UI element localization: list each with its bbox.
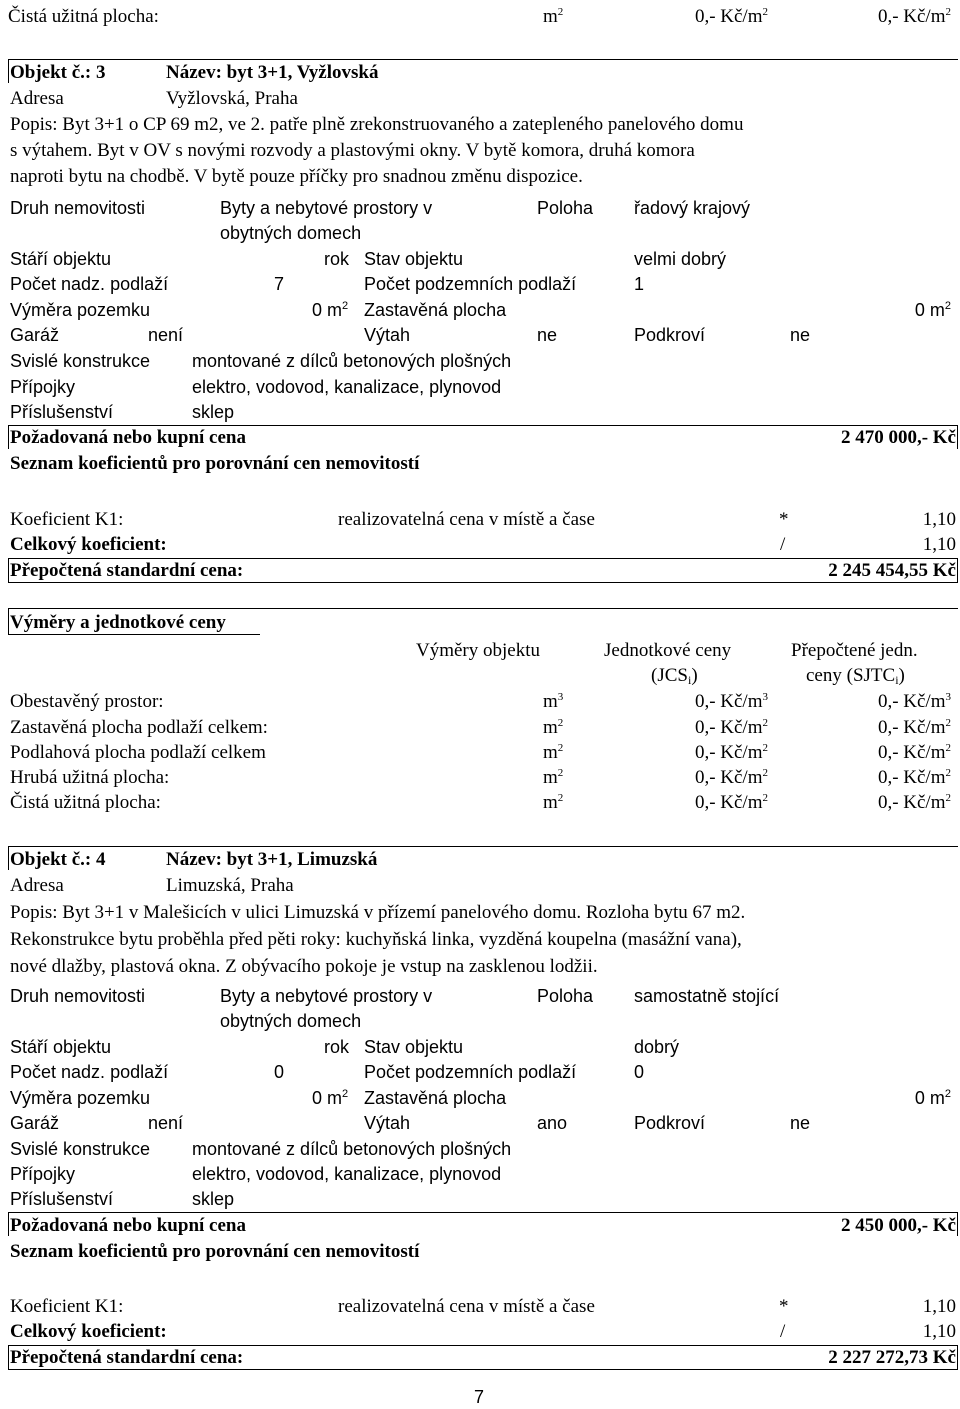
col-header-unit-price: Jednotkové ceny xyxy=(604,640,732,661)
std-price-value: 2 245 454,55 Kč xyxy=(828,560,956,581)
connections-value: elektro, vodovod, kanalizace, plynovod xyxy=(192,377,502,397)
row-label: Zastavěná plocha podlaží celkem: xyxy=(10,717,268,738)
property-type-label: Druh nemovitosti xyxy=(10,198,146,218)
row-sjtc: 0,- $Kč/m^2$ xyxy=(877,792,951,813)
property-type-value: Byty a nebytové prostory v xyxy=(220,986,433,1006)
structure-value: montované z dílců betonových plošných xyxy=(192,1139,512,1159)
description-line: Popis: Byt 3+1 o CP 69 m2, ve 2. patře plně zrekonstruovaného a zatepleného panelového domu xyxy=(10,114,744,135)
price-rule-left xyxy=(8,1212,9,1236)
col-header-recalc-2: ceny $(SJTC_i)$ xyxy=(806,665,905,687)
price-rule xyxy=(8,1212,958,1213)
floors-below-value: 1 xyxy=(634,274,645,294)
row-unit: $m^2$ xyxy=(543,792,564,813)
location-value: řadový krajový xyxy=(634,198,751,218)
land-area-label: Výměra pozemku xyxy=(10,300,151,320)
floors-above-value: 0 xyxy=(274,1062,285,1082)
condition-value: velmi dobrý xyxy=(634,249,727,269)
connections-label: Přípojky xyxy=(10,1164,76,1184)
garage-value: není xyxy=(148,1113,184,1133)
object-name: Název: byt 3+1, Limuzská xyxy=(166,849,378,870)
row-sjtc: 0,- $Kč/m^2$ xyxy=(877,717,951,738)
areas-rule xyxy=(8,608,958,609)
price-rule-right xyxy=(957,1212,958,1236)
accessories-value: sklep xyxy=(192,1189,235,1209)
areas-rule-left xyxy=(8,608,9,634)
floors-above-label: Počet nadz. podlaží xyxy=(10,1062,169,1082)
area-jcs: 0,- $Kč/m^2$ xyxy=(694,6,768,27)
page-number: 7 xyxy=(474,1387,485,1407)
address-label: Adresa xyxy=(10,875,64,896)
accessories-label: Příslušenství xyxy=(10,402,114,422)
row-label: Podlahová plocha podlaží celkem xyxy=(10,742,266,763)
attic-label: Podkroví xyxy=(634,1113,706,1133)
k1-operator: * xyxy=(779,509,789,530)
elevator-value: ano xyxy=(537,1113,568,1133)
row-jcs: 0,- $Kč/m^2$ xyxy=(694,792,768,813)
price-rule-right xyxy=(957,425,958,449)
std-price-rule-left xyxy=(8,1345,9,1369)
condition-value: dobrý xyxy=(634,1037,680,1057)
std-price-rule-right xyxy=(957,1345,958,1369)
row-sjtc: 0,- $Kč/m^2$ xyxy=(877,742,951,763)
elevator-value: ne xyxy=(537,325,558,345)
age-label: Stáří objektu xyxy=(10,249,112,269)
std-price-rule-left xyxy=(8,558,9,582)
row-sjtc: 0,- $Kč/m^3$ xyxy=(877,691,951,712)
std-price-label: Přepočtená standardní cena: xyxy=(10,1347,244,1368)
row-jcs: 0,- $Kč/m^3$ xyxy=(694,691,768,712)
total-coef-label: Celkový koeficient: xyxy=(10,534,167,555)
area-unit: $m^2$ xyxy=(543,6,564,27)
condition-label: Stav objektu xyxy=(364,249,464,269)
row-sjtc: 0,- $Kč/m^2$ xyxy=(877,767,951,788)
property-type-value: Byty a nebytové prostory v xyxy=(220,198,433,218)
row-label: Hrubá užitná plocha: xyxy=(10,767,170,788)
asking-price-label: Požadovaná nebo kupní cena xyxy=(10,1215,246,1236)
connections-label: Přípojky xyxy=(10,377,76,397)
k1-description: realizovatelná cena v místě a čase xyxy=(338,509,595,530)
asking-price-value: 2 470 000,- Kč xyxy=(840,427,956,448)
floors-below-value: 0 xyxy=(634,1062,645,1082)
property-type-value-2: obytných domech xyxy=(220,1011,362,1031)
attic-label: Podkroví xyxy=(634,325,706,345)
structure-label: Svislé konstrukce xyxy=(10,351,151,371)
description-line: s výtahem. Byt v OV s novými rozvody a plastovými okny. V bytě komora, druhá komora xyxy=(10,140,695,161)
areas-title: Výměry a jednotkové ceny xyxy=(10,612,226,633)
built-area-value: 0 $m^2$ xyxy=(914,1088,951,1108)
price-rule xyxy=(8,425,958,426)
garage-label: Garáž xyxy=(10,325,60,345)
coefficients-heading: Seznam koeficientů pro porovnání cen nemovitostí xyxy=(10,1241,420,1262)
floors-above-value: 7 xyxy=(274,274,285,294)
age-unit: rok xyxy=(324,249,350,269)
std-price-rule xyxy=(8,558,958,559)
land-area-value: 0 $m^2$ xyxy=(312,300,349,320)
floors-below-label: Počet podzemních podlaží xyxy=(364,274,577,294)
attic-value: ne xyxy=(790,325,811,345)
std-price-value: 2 227 272,73 Kč xyxy=(828,1347,956,1368)
address-value: Vyžlovská, Praha xyxy=(166,88,298,109)
k1-label: Koeficient K1: xyxy=(10,1296,124,1317)
built-area-label: Zastavěná plocha xyxy=(364,1088,507,1108)
std-price-rule-bottom xyxy=(8,1369,958,1370)
std-price-rule-bottom xyxy=(8,582,958,583)
coefficients-heading: Seznam koeficientů pro porovnání cen nemovitostí xyxy=(10,453,420,474)
total-coef-operator: / xyxy=(780,1321,786,1342)
accessories-label: Příslušenství xyxy=(10,1189,114,1209)
section-rule xyxy=(8,59,958,60)
built-area-label: Zastavěná plocha xyxy=(364,300,507,320)
asking-price-label: Požadovaná nebo kupní cena xyxy=(10,427,246,448)
structure-value: montované z dílců betonových plošných xyxy=(192,351,512,371)
col-header-areas: Výměry objektu xyxy=(416,640,541,661)
total-coef-operator: / xyxy=(780,534,786,555)
asking-price-value: 2 450 000,- Kč xyxy=(840,1215,956,1236)
structure-label: Svislé konstrukce xyxy=(10,1139,151,1159)
area-sjtc: 0,- $Kč/m^2$ xyxy=(877,6,951,27)
land-area-value: 0 $m^2$ xyxy=(312,1088,349,1108)
k1-description: realizovatelná cena v místě a čase xyxy=(338,1296,595,1317)
row-unit: $m^2$ xyxy=(543,767,564,788)
description-line: nové dlažby, plastová okna. Z obývacího pokoje je vstup na zasklenou lodžii. xyxy=(10,956,598,977)
k1-operator: * xyxy=(779,1296,789,1317)
accessories-value: sklep xyxy=(192,402,235,422)
condition-label: Stav objektu xyxy=(364,1037,464,1057)
description-line: naproti bytu na chodbě. V bytě pouze příčky pro snadnou změnu dispozice. xyxy=(10,166,583,187)
land-area-label: Výměra pozemku xyxy=(10,1088,151,1108)
row-unit: $m^3$ xyxy=(543,691,564,712)
k1-value: 1,10 xyxy=(922,509,956,530)
row-label: Obestavěný prostor: xyxy=(10,691,164,712)
elevator-label: Výtah xyxy=(364,325,411,345)
connections-value: elektro, vodovod, kanalizace, plynovod xyxy=(192,1164,502,1184)
k1-value: 1,10 xyxy=(922,1296,956,1317)
object-name: Název: byt 3+1, Vyžlovská xyxy=(166,62,379,83)
total-coef-label: Celkový koeficient: xyxy=(10,1321,167,1342)
floors-above-label: Počet nadz. podlaží xyxy=(10,274,169,294)
object-number: Objekt č.: 3 xyxy=(10,62,106,83)
floors-below-label: Počet podzemních podlaží xyxy=(364,1062,577,1082)
description-line: Popis: Byt 3+1 v Malešicích v ulici Limuzská v přízemí panelového domu. Rozloha bytu 67 m2. xyxy=(10,902,746,923)
section-rule xyxy=(8,846,958,847)
garage-label: Garáž xyxy=(10,1113,60,1133)
location-value: samostatně stojící xyxy=(634,986,780,1006)
row-jcs: 0,- $Kč/m^2$ xyxy=(694,717,768,738)
k1-label: Koeficient K1: xyxy=(10,509,124,530)
price-rule-left xyxy=(8,425,9,449)
location-label: Poloha xyxy=(537,198,594,218)
property-type-value-2: obytných domech xyxy=(220,223,362,243)
location-label: Poloha xyxy=(537,986,594,1006)
row-jcs: 0,- $Kč/m^2$ xyxy=(694,742,768,763)
age-unit: rok xyxy=(324,1037,350,1057)
row-unit: $m^2$ xyxy=(543,742,564,763)
description-line: Rekonstrukce bytu proběhla před pěti roky: kuchyňská linka, vyzděná koupelna (masážní vana), xyxy=(10,929,742,950)
built-area-value: 0 $m^2$ xyxy=(914,300,951,320)
area-label: Čistá užitná plocha: xyxy=(8,6,159,27)
total-coef-value: 1,10 xyxy=(922,534,956,555)
property-type-label: Druh nemovitosti xyxy=(10,986,146,1006)
object-number: Objekt č.: 4 xyxy=(10,849,106,870)
address-value: Limuzská, Praha xyxy=(166,875,294,896)
section-rule-left xyxy=(8,846,9,870)
std-price-rule xyxy=(8,1345,958,1346)
std-price-rule-right xyxy=(957,558,958,582)
elevator-label: Výtah xyxy=(364,1113,411,1133)
col-header-unit-price-2: $(JCS_i)$ xyxy=(651,665,698,687)
col-header-recalc: Přepočtené jedn. xyxy=(791,640,918,661)
section-rule-left xyxy=(8,59,9,83)
attic-value: ne xyxy=(790,1113,811,1133)
garage-value: není xyxy=(148,325,184,345)
areas-title-underline xyxy=(8,634,260,635)
row-unit: $m^2$ xyxy=(543,717,564,738)
row-label: Čistá užitná plocha: xyxy=(10,792,161,813)
age-label: Stáří objektu xyxy=(10,1037,112,1057)
address-label: Adresa xyxy=(10,88,64,109)
row-jcs: 0,- $Kč/m^2$ xyxy=(694,767,768,788)
std-price-label: Přepočtená standardní cena: xyxy=(10,560,244,581)
total-coef-value: 1,10 xyxy=(922,1321,956,1342)
